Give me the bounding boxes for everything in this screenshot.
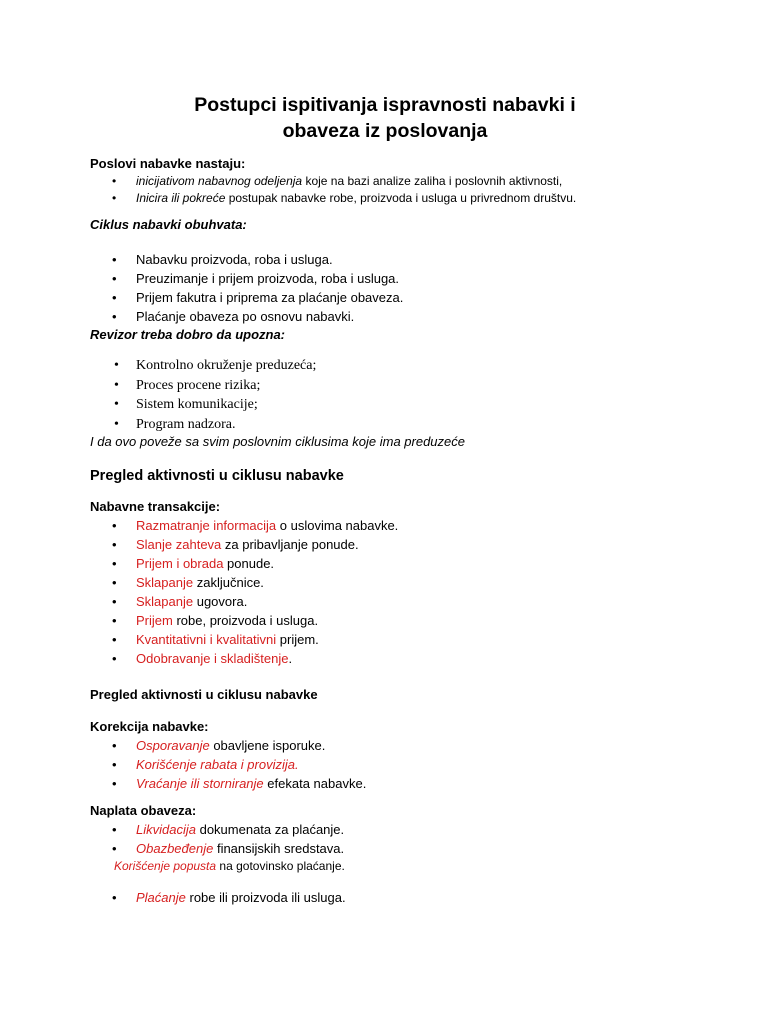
bullet-icon: •: [112, 738, 117, 753]
title-line-2: obaveza iz poslovanja: [282, 120, 488, 142]
list-item-highlight: Prijem i obrada: [136, 556, 224, 571]
ciklus-section: [90, 216, 247, 234]
list-item: [90, 269, 403, 288]
revizor-list: [90, 356, 316, 434]
list-item: [90, 516, 398, 535]
poslovi-section: [90, 155, 576, 207]
bullet-icon: •: [114, 358, 119, 373]
list-item-text: obavljene isporuke.: [209, 738, 326, 753]
bullet-icon: •: [112, 632, 117, 647]
section-heading: Pregled aktivnosti u ciklusu nabavke: [90, 468, 344, 484]
revizor-note: I da ovo poveže sa svim poslovnim ciklusima koje ima preduzeće: [90, 434, 466, 449]
list-item-text: koje na bazi analize zaliha i poslovnih aktivnosti,: [302, 174, 563, 188]
list-item-highlight: Plaćanje: [136, 890, 186, 905]
list-item-highlight: Sklapanje: [136, 594, 194, 609]
bullet-icon: •: [112, 776, 117, 791]
bullet-icon: •: [112, 537, 117, 552]
revizor-list-block: [90, 356, 316, 434]
list-item: [90, 356, 316, 376]
bullet-icon: •: [112, 890, 117, 905]
list-item-highlight: Prijem: [136, 613, 173, 628]
list-item-text: zaključnice.: [193, 575, 264, 590]
bullet-icon: •: [112, 613, 117, 628]
list-item-text: Prijem fakutra i priprema za plaćanje obaveza.: [136, 290, 404, 305]
list-item: [90, 395, 316, 415]
list-item: [90, 611, 398, 630]
list-item-text: o uslovima nabavke.: [276, 518, 399, 533]
list-item-highlight: Razmatranje informacija: [136, 518, 277, 533]
list-item: [90, 376, 316, 396]
bullet-icon: •: [112, 556, 117, 571]
list-item: [90, 573, 398, 592]
revizor-section: [90, 326, 285, 344]
extra-text: na gotovinsko plaćanje.: [216, 859, 345, 873]
list-item-highlight: Sklapanje: [136, 575, 194, 590]
bullet-icon: •: [112, 575, 117, 590]
list-item-text: prijem.: [276, 632, 319, 647]
bullet-icon: •: [114, 397, 119, 412]
revizor-heading: Revizor treba dobro da upozna:: [90, 327, 286, 342]
section-heading: Pregled aktivnosti u ciklusu nabavke: [90, 687, 318, 702]
bullet-icon: •: [112, 174, 117, 188]
list-item-highlight: Slanje zahteva: [136, 537, 222, 552]
bullet-icon: •: [112, 822, 117, 837]
bullet-icon: •: [112, 594, 117, 609]
list-item: [90, 307, 403, 326]
list-item-text: Sistem komunikacije;: [136, 397, 258, 412]
naplata-heading: Naplata obaveza:: [90, 803, 197, 818]
nabavne-list: [90, 516, 398, 668]
list-item: [90, 774, 366, 793]
list-item: [90, 250, 403, 269]
list-item-text: .: [288, 651, 293, 666]
naplata-section: [90, 802, 345, 875]
bullet-icon: •: [112, 290, 117, 305]
naplata-extra: [90, 858, 345, 875]
list-item: [90, 173, 576, 190]
list-item: [90, 554, 398, 573]
list-item: [90, 839, 345, 858]
list-item: [90, 820, 345, 839]
list-item: [90, 535, 398, 554]
list-item: [90, 415, 316, 435]
list-item-text: Program nadzora.: [136, 416, 236, 432]
list-item-text: ugovora.: [193, 594, 248, 609]
bullet-icon: •: [112, 757, 117, 772]
list-item-text: robe, proizvoda i usluga.: [172, 613, 319, 628]
poslovi-heading: Poslovi nabavke nastaju:: [90, 156, 246, 171]
ciklus-list-block: [90, 250, 403, 326]
nabavne-section: [90, 498, 398, 668]
list-item-highlight: Vraćanje ili storniranje: [136, 776, 264, 791]
pregled-section-2: [90, 686, 318, 704]
list-item-emphasis: Inicira ili pokreće: [136, 191, 226, 205]
list-item: [90, 736, 366, 755]
list-item-text: finansijskih sredstava.: [213, 841, 345, 856]
pregled-section-1: [90, 466, 344, 486]
list-item: [90, 649, 398, 668]
list-item-text: robe ili proizvoda ili usluga.: [185, 890, 346, 905]
list-item: [90, 630, 398, 649]
list-item-text: ponude.: [223, 556, 275, 571]
extra-highlight: Korišćenje popusta: [114, 859, 217, 873]
list-item-highlight: Likvidacija: [136, 822, 196, 837]
title-line-1: Postupci ispitivanja ispravnosti nabavki i: [194, 94, 576, 116]
list-item-highlight: Osporavanje: [136, 738, 210, 753]
list-item: [90, 190, 576, 207]
list-item-emphasis: inicijativom nabavnog odeljenja: [136, 174, 303, 188]
bullet-icon: •: [112, 252, 117, 267]
bullet-icon: •: [112, 309, 117, 324]
list-item: [90, 592, 398, 611]
list-item-text: Nabavku proizvoda, roba i usluga.: [136, 252, 333, 267]
ciklus-list: [90, 250, 403, 326]
list-item-text: Proces procene rizika;: [136, 377, 261, 393]
list-item: [90, 755, 366, 774]
list-item-text: Plaćanje obaveza po osnovu nabavki.: [136, 309, 355, 324]
bullet-icon: •: [114, 377, 119, 393]
list-item-text: efekata nabavke.: [263, 776, 367, 791]
bullet-icon: •: [112, 841, 117, 856]
list-item-text: postupak nabavke robe, proizvoda i usluga u privrednom društvu.: [225, 191, 577, 205]
bullet-icon: •: [112, 191, 117, 205]
list-item-text: Preuzimanje i prijem proizvoda, roba i usluga.: [136, 271, 400, 286]
list-item: [90, 288, 403, 307]
korekcija-list: [90, 736, 366, 793]
list-item-highlight: Korišćenje rabata i provizija.: [136, 757, 299, 772]
naplata-last-block: [90, 888, 346, 907]
list-item-highlight: Obazbeđenje: [136, 841, 214, 856]
bullet-icon: •: [112, 651, 117, 666]
poslovi-list: [90, 173, 576, 207]
korekcija-heading: Korekcija nabavke:: [90, 719, 209, 734]
list-item-text: Kontrolno okruženje preduzeća;: [136, 358, 317, 373]
bullet-icon: •: [114, 416, 119, 432]
naplata-last-list: [90, 888, 346, 907]
bullet-icon: •: [112, 271, 117, 286]
list-item-text: za pribavljanje ponude.: [221, 537, 359, 552]
bullet-icon: •: [112, 518, 117, 533]
list-item-highlight: Kvantitativni i kvalitativni: [136, 632, 277, 647]
naplata-list: [90, 820, 345, 858]
korekcija-section: [90, 718, 366, 793]
nabavne-heading: Nabavne transakcije:: [90, 499, 221, 514]
list-item-highlight: Odobravanje i skladištenje: [136, 651, 289, 666]
list-item-text: dokumenata za plaćanje.: [195, 822, 345, 837]
list-item: [90, 888, 346, 907]
document-title: [90, 92, 680, 144]
ciklus-heading: Ciklus nabavki obuhvata:: [90, 217, 247, 232]
